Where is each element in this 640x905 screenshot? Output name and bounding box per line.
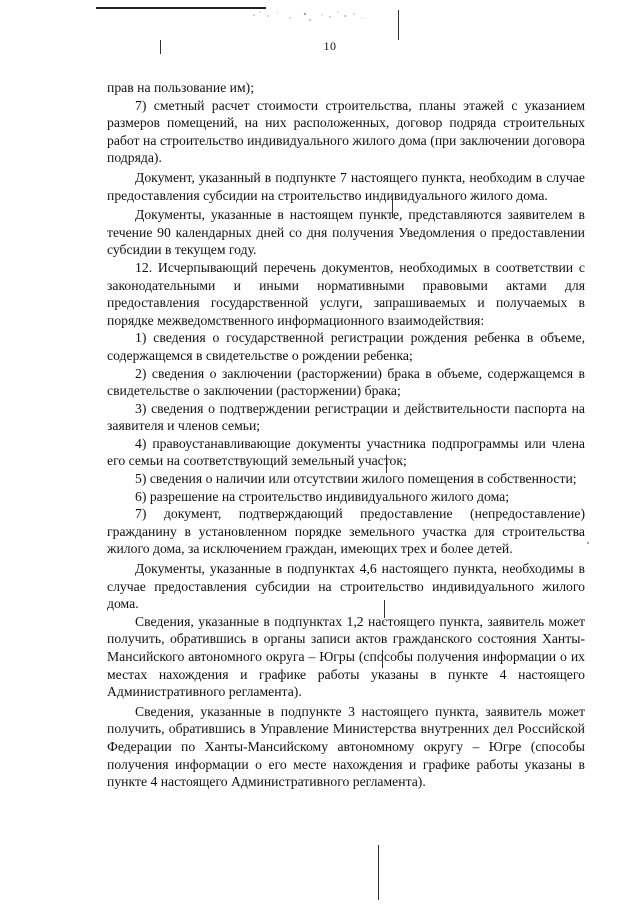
scan-dot — [587, 542, 589, 544]
paragraph: Сведения, указанные в подпункте 3 настоящего пункта, заявитель может получить, обратившись в Управление Министерства внутренних дел Российской Федерации по Ханты-Мансийскому автономному округу – Югре (способы получения информации о его месте нахождения и графике работы указаны в пункте 4 настоящего Административного регламента). — [107, 703, 585, 790]
list-item: 4) правоустанавливающие документы участника подпрограммы или члена его семьи на соответствующий земельный участок; — [107, 435, 585, 469]
paragraph: прав на пользование им); — [107, 80, 255, 95]
paragraph: Документы, указанные в подпунктах 4,6 настоящего пункта, необходимы в случае предоставления субсидии на строительство индивидуального жилого дома. — [107, 561, 585, 612]
list-item: 5) сведения о наличии или отсутствии жилого помещения в собственности; — [135, 471, 577, 487]
top-scan-rule — [96, 7, 266, 9]
list-item: 1) сведения о государственной регистрации рождения ребенка в объеме, содержащемся в свидетельстве о рождении ребенка; — [107, 330, 585, 363]
paragraph: Документы, указанные в настоящем пункте, представляются заявителем в течение 90 календарных дней со дня получения Уведомления о предоставлении субсидии в текущем году. — [107, 207, 585, 258]
paragraph: 7) сметный расчет стоимости строительства, планы этажей с указанием размеров помещений, на них расположенных, договор подряда строительных работ на строительство индивидуального жилого дома (при заключении договора подряда). — [107, 97, 585, 166]
scan-line-mark — [398, 10, 399, 40]
scan-line-mark — [160, 40, 161, 54]
list-item: 6) разрешение на строительство индивидуального жилого дома; — [135, 488, 510, 504]
list-item: 7) документ, подтверждающий предоставление (непредоставление) гражданину в установленном порядке земельного участка для строительства жилого дома, за исключением граждан, имеющих трех и более детей. — [107, 506, 585, 557]
paragraph: 12. Исчерпывающий перечень документов, необходимых в соответствии с законодательными и иными нормативными правовыми актами для предоставления государственной услуги, запрашиваемых и получаемых в порядке межведомственного информационного взаимодействия: — [107, 259, 585, 328]
scan-noise — [250, 6, 370, 24]
list-item: 2) сведения о заключении (расторжении) брака в объеме, содержащемся в свидетельстве о заключении (расторжении) брака; — [107, 365, 585, 399]
document-body — [107, 79, 585, 791]
list-item: 3) сведения о подтверждении регистрации и действительности паспорта на заявителя и членов семьи; — [107, 400, 585, 434]
paragraph: Сведения, указанные в подпунктах 1,2 настоящего пункта, заявитель может получить, обратившись в органы записи актов гражданского состояния Ханты-Мансийского автономного округа – Югры (способы получения информации о их местах нахождения и графике работы указаны в пункте 4 настоящего Административного регламента). — [107, 613, 585, 700]
paragraph: Документ, указанный в подпункте 7 настоящего пункта, необходим в случае предоставления субсидии на строительство индивидуального жилого дома. — [107, 169, 585, 203]
page-number: 10 — [323, 39, 337, 53]
scan-line-mark — [378, 845, 379, 900]
